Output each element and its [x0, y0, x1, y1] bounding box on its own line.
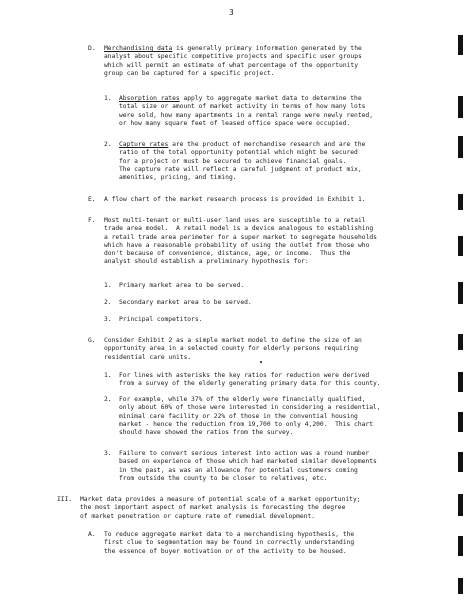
- section-iii-paragraph: Market data provides a measure of potential scale of a market opportunity; the most important aspect of market analysis is forecasting the degree of market penetration or capture rate of remedial development.: [80, 496, 361, 520]
- item-iii-a-paragraph: To reduce aggregate market data to a merchandising hypothesis, the first clue to segmentation may be found in correctly understanding the essence of buyer motivation or of the activity to be housed.: [104, 531, 355, 555]
- section-f-marker: F.: [88, 217, 96, 224]
- term-merchandising-data: Merchandising data: [104, 45, 173, 52]
- item-f3-text: Principal competitors.: [119, 316, 203, 323]
- item-d2-marker: 2.: [104, 141, 112, 148]
- item-iii-a-marker: A.: [88, 531, 96, 538]
- item-f2-text: Secondary market area to be served.: [119, 299, 252, 306]
- item-d1-paragraph: Absorption rates apply to aggregate market data to determine the total size or amount of market activity in terms of how many lots were sold, how many apartments in a rental range were newly rented, or how many square feet of leased office space were occupied.: [119, 95, 374, 127]
- item-f1-text: Primary market area to be served.: [119, 282, 245, 289]
- scan-edge-mark: [458, 452, 463, 472]
- section-d-paragraph: Merchandising data is generally primary information generated by the analyst about specific competitive projects and specific user groups which will permit an estimate of what percentage of the opportunity group can be captured for a specific project.: [104, 45, 362, 77]
- scan-edge-mark: [458, 96, 463, 118]
- scan-edge-mark: [458, 494, 463, 516]
- section-g-paragraph: Consider Exhibit 2 as a simple market model to define the size of an opportunity area in a selected county for elderly persons requiring residential care units.: [104, 337, 362, 361]
- item-g1-marker: 1.: [104, 372, 112, 379]
- scan-edge-mark: [458, 35, 463, 55]
- item-d2-paragraph: Capture rates are the product of merchandise research and are the ratio of the total opportunity potential which might be secured for a project or must be secured to achieve financial goals. The capture rate will reflect a careful judgment of product mix, amenities, pricing, and timing.: [119, 141, 366, 182]
- section-iii-marker: III.: [57, 496, 73, 503]
- scan-edge-mark: [458, 334, 463, 350]
- item-g1-paragraph: For lines with asterisks the key ratios for reduction were derived from a survey of the elderly generating primary data for this county.: [119, 372, 381, 388]
- item-g3-marker: 3.: [104, 450, 112, 457]
- item-f2-marker: 2.: [104, 299, 112, 306]
- scan-edge-mark: [458, 194, 463, 210]
- section-e-marker: E.: [88, 196, 96, 203]
- scan-edge-mark: [458, 412, 463, 432]
- section-e-paragraph: A flow chart of the market research process is provided in Exhibit 1.: [104, 196, 366, 203]
- scan-edge-mark: [458, 372, 463, 392]
- section-d-marker: D.: [88, 45, 96, 52]
- page-number: 3: [229, 8, 234, 17]
- section-f-paragraph: Most multi-tenant or multi-user land uses are susceptible to a retail trade area model. A retail model is a device analogous to establishing a retail trade area perimeter for a super market to segregate households which have a reasonable probability of using the outlet from those who don't because of convenience, distance, age, or income. Thus the analyst should establish a preliminary hypothesis for:: [104, 217, 377, 266]
- item-d1-marker: 1.: [104, 95, 112, 102]
- term-capture-rates: Capture rates: [119, 141, 169, 148]
- item-f1-marker: 1.: [104, 282, 112, 289]
- item-f3-marker: 3.: [104, 316, 112, 323]
- term-absorption-rates: Absorption rates: [119, 95, 180, 102]
- scan-edge-mark: [458, 536, 463, 556]
- scan-edge-mark: [458, 236, 463, 256]
- scan-edge-mark: [458, 282, 463, 304]
- section-g-marker: G.: [88, 337, 96, 344]
- item-g3-paragraph: Failure to convert serious interest into action was a round number based on experience of those which had marketed similar developments in the past, as was an allowance for potential customers coming from outside the county to be closer to relatives, etc.: [119, 450, 377, 482]
- stray-mark: [260, 361, 262, 363]
- item-g2-marker: 2.: [104, 396, 112, 403]
- scan-edge-mark: [458, 136, 463, 158]
- item-g2-paragraph: For example, while 37% of the elderly were financially qualified, only about 60% of those were interested in considering a residential, minimal care facility or 22% of those in the convential housing market - hence the reduction from 19,700 to only 4,200. This chart should have showed the ratios from the survey.: [119, 396, 381, 437]
- scan-edge-mark: [458, 578, 463, 594]
